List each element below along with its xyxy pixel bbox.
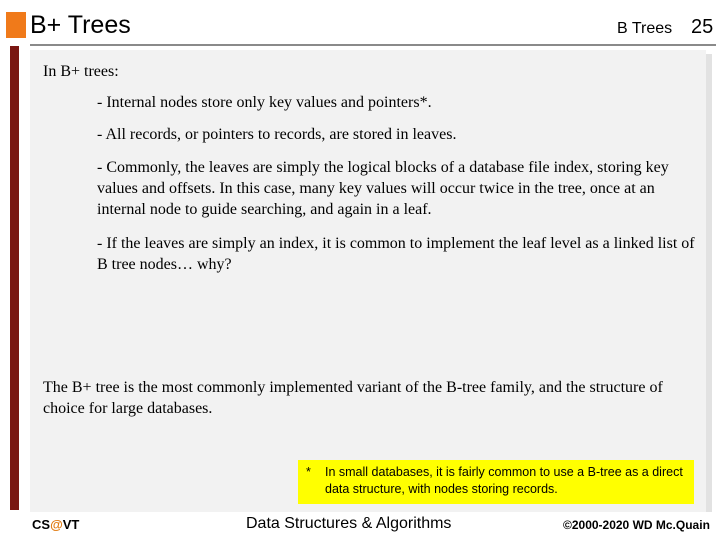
- bullet-leaf-linked-list: - If the leaves are simply an index, it is common to implement the leaf level as a linked list of B tree nodes… why?: [97, 235, 695, 273]
- footnote-text: In small databases, it is fairly common to use a B-tree as a direct data structure, with nodes storing records.: [325, 465, 683, 496]
- slide-title: B+ Trees: [30, 11, 131, 39]
- panel-shadow: [706, 54, 712, 512]
- course-label: B Trees: [617, 20, 673, 37]
- brand-square: [6, 12, 26, 38]
- content-panel: [30, 50, 706, 512]
- footer-copyright: ©2000-2020 WD Mc.Quain: [563, 518, 710, 532]
- footer-course-title: Data Structures & Algorithms: [246, 515, 452, 532]
- footer-department-prefix: CS: [32, 517, 51, 532]
- slide-number: 25: [691, 16, 714, 38]
- summary-text: The B+ tree is the most commonly implemented variant of the B-tree family, and the structure of choice for large databases.: [43, 379, 663, 417]
- footer-department-suffix: VT: [62, 517, 80, 532]
- footnote-box: [298, 460, 694, 504]
- bullet-internal-nodes: - Internal nodes store only key values and pointers*.: [97, 94, 432, 111]
- footer-department-at: @: [50, 517, 63, 532]
- footnote-mark: *: [306, 465, 311, 479]
- sidebar-accent-bar: [10, 46, 19, 510]
- bullet-leaves-index-blocks: - Commonly, the leaves are simply the logical blocks of a database file index, storing key values and offsets. In this case, many key values will occur twice in the tree, once at an internal node to guide searching, and again in a leaf.: [97, 159, 669, 218]
- header-divider: [30, 44, 716, 46]
- footer-department: [32, 517, 79, 532]
- intro-text: In B+ trees:: [43, 63, 119, 80]
- bullet-records-in-leaves: - All records, or pointers to records, are stored in leaves.: [97, 126, 457, 143]
